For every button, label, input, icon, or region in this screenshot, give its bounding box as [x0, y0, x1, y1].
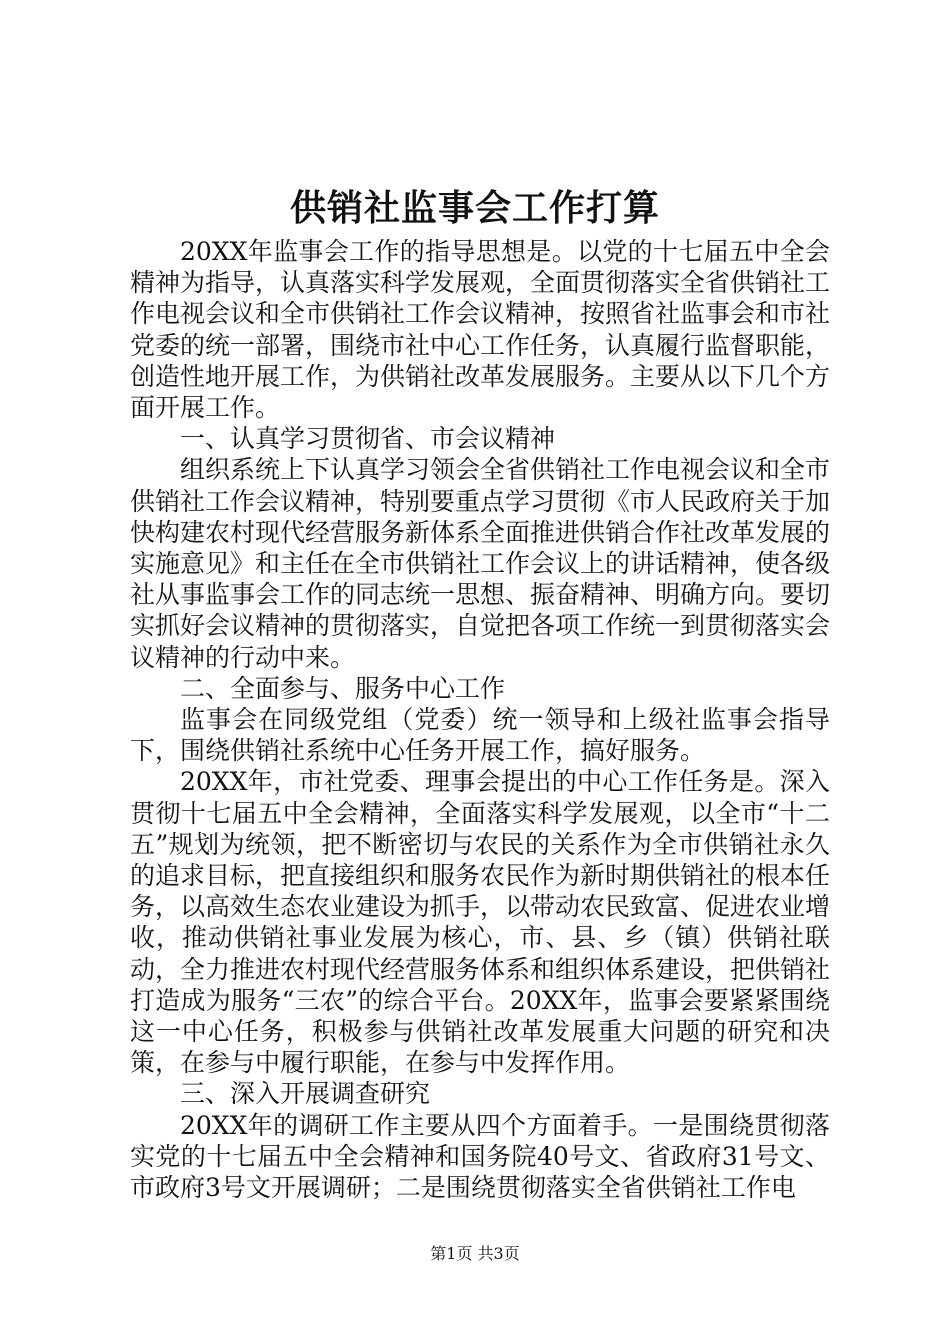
section-heading-3: 三、深入开展调查研究 — [180, 1079, 431, 1109]
paragraph-section-1: 组织系统上下认真学习领会全省供销社工作电视会议和全市供销社工作会议精神，特别要重点学习贯彻《市人民政府关于加快构建农村现代经营服务新体系全面推进供销合作社改革发展的实施意见》和主任在全市供销社工作会议上的讲话精神，使各级社从事监事会工作的同志统一思想、振奋精神、明确方向。要切实抓好会议精神的贯彻落实，自觉把各项工作统一到贯彻落实会议精神的行动中来。 — [130, 455, 831, 672]
section-heading-1: 一、认真学习贯彻省、市会议精神 — [180, 424, 556, 454]
document-title: 供销社监事会工作打算 — [289, 187, 660, 229]
page-number-footer: 第1页 共3页 — [430, 1244, 520, 1263]
paragraph-section-2b: 20XX年，市社党委、理事会提出的中心工作任务是。深入贯彻十七届五中全会精神，全面落实科学发展观，以全市“十二五”规划为统领，把不断密切与农民的关系作为全市供销社永久的追求目标，把直接组织和服务农民作为新时期供销社的根本任务，以高效生态农业建设为抓手，以带动农民致富、促进农业增收，推动供销社事业发展为核心，市、县、乡（镇）供销社联动，全力推进农村现代经营服务体系和组织体系建设，把供销社打造成为服务“三农”的综合平台。20XX年，监事会要紧紧围绕这一中心任务，积极参与供销社改革发展重大问题的研究和决策，在参与中履行职能，在参与中发挥作用。 — [130, 767, 831, 1078]
section-heading-2: 二、全面参与、服务中心工作 — [180, 673, 506, 703]
paragraph-section-3: 20XX年的调研工作主要从四个方面着手。一是围绕贯彻落实党的十七届五中全会精神和国务院40号文、省政府31号文、市政府3号文开展调研；二是围绕贯彻落实全省供销社工作电 — [130, 1110, 830, 1203]
paragraph-section-2a: 监事会在同级党组（党委）统一领导和上级社监事会指导下，围绕供销社系统中心任务开展工作，搞好服务。 — [130, 705, 830, 766]
document-body — [130, 236, 830, 1203]
paragraph-intro: 20XX年监事会工作的指导思想是。以党的十七届五中全会精神为指导，认真落实科学发展观，全面贯彻落实全省供销社工作电视会议和全市供销社工作会议精神，按照省社监事会和市社党委的统一部署，围绕市社中心工作任务，认真履行监督职能，创造性地开展工作，为供销社改革发展服务。主要从以下几个方面开展工作。 — [130, 237, 831, 423]
